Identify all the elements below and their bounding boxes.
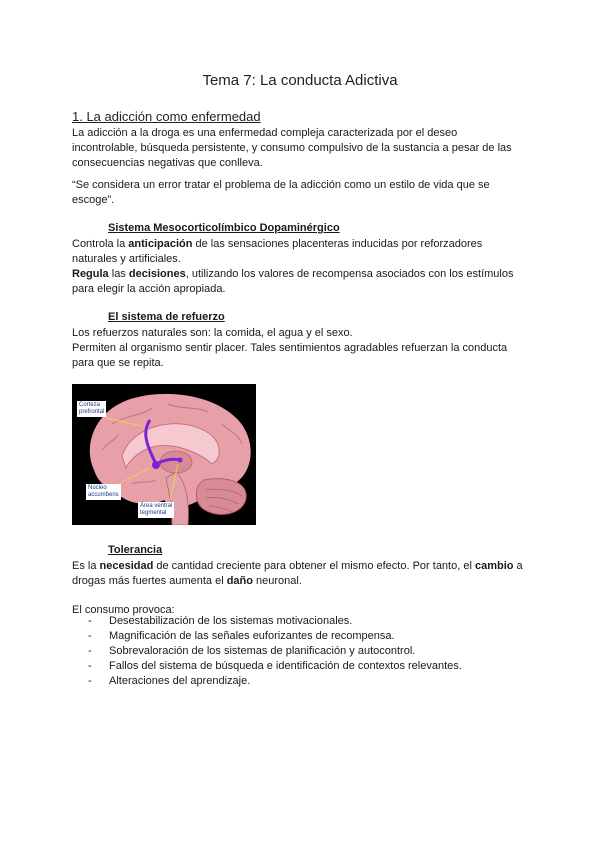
text-line: incontrolable, búsqueda persistente, y consumo compulsivo de la sustancia a pesar de las	[72, 142, 512, 154]
text-line: Los refuerzos naturales son: la comida, el agua y el sexo.	[72, 327, 353, 339]
text-line: naturales y artificiales.	[72, 253, 181, 265]
bold-term-regula: Regula	[72, 268, 109, 280]
figure-label-nucleo-accumbens: Núcleo accumbens	[88, 485, 119, 498]
text-line: Es la necesidad de cantidad creciente para obtener el mismo efecto. Por tanto, el cambio a	[72, 560, 523, 572]
paragraph-mesocorticolimbico	[72, 237, 532, 297]
cerebellum-shape	[196, 479, 246, 515]
list-item: - Sobrevaloración de los sistemas de planificación y autocontrol.	[88, 645, 416, 657]
text-line: “Se considera un error tratar el problema de la adicción como un estilo de vida que se	[72, 179, 490, 191]
bold-term-cambio: cambio	[474, 560, 514, 572]
figure-label-corteza-prefrontal: Corteza prefrontal	[79, 402, 105, 415]
paragraph-tolerancia	[72, 559, 542, 589]
text-line: drogas más fuertes aumenta el daño neuronal.	[72, 575, 302, 587]
consumo-effects-list	[88, 614, 462, 689]
heading-tolerancia: Tolerancia	[108, 544, 163, 556]
section-heading-adiccion: 1. La adicción como enfermedad	[72, 109, 261, 124]
text-line: escoge”.	[72, 194, 115, 206]
text-line: Controla la anticipación de las sensaciones placenteras inducidas por reforzadores	[72, 238, 483, 250]
figure-label-area-ventral-tegmental: Área ventral tegmental	[140, 503, 173, 516]
brain-reward-pathway-figure	[72, 384, 256, 525]
vta-dot	[178, 458, 183, 463]
text-line: Regula las decisiones, utilizando los valores de recompensa asociados con los estímulos	[72, 268, 514, 280]
list-dash: -	[88, 645, 92, 657]
paragraph-definition	[72, 126, 532, 171]
nucleus-accumbens-dot	[152, 461, 160, 469]
list-dash: -	[88, 660, 92, 672]
text-line: consecuencias negativas que conlleva.	[72, 157, 263, 169]
list-item: - Magnificación de las señales euforizantes de recompensa.	[88, 630, 395, 642]
bold-term-necesidad: necesidad	[99, 560, 154, 572]
text-line: La adicción a la droga es una enfermedad compleja caracterizada por el deseo	[72, 127, 458, 139]
list-item: - Alteraciones del aprendizaje.	[88, 675, 251, 687]
list-dash: -	[88, 675, 92, 687]
list-item: - Desestabilización de los sistemas motivacionales.	[88, 615, 353, 627]
paragraph-quote	[72, 178, 532, 208]
list-item: - Fallos del sistema de búsqueda e identificación de contextos relevantes.	[88, 660, 462, 672]
list-dash: -	[88, 615, 92, 627]
bold-term-dano: daño	[226, 575, 253, 587]
bold-term-decisiones: decisiones	[128, 268, 186, 280]
heading-mesocorticolimbico: Sistema Mesocorticolímbico Dopaminérgico	[108, 222, 340, 234]
list-dash: -	[88, 630, 92, 642]
consumo-intro: El consumo provoca:	[72, 604, 175, 616]
page-title: Tema 7: La conducta Adictiva	[202, 72, 398, 89]
paragraph-refuerzo	[72, 326, 532, 371]
text-line: Permiten al organismo sentir placer. Tales sentimientos agradables refuerzan la conducta	[72, 342, 508, 354]
text-line: para que se repita.	[72, 357, 164, 369]
text-line: para elegir la acción apropiada.	[72, 283, 226, 295]
heading-sistema-refuerzo: El sistema de refuerzo	[108, 311, 225, 323]
bold-term-anticipacion: anticipación	[128, 238, 193, 250]
